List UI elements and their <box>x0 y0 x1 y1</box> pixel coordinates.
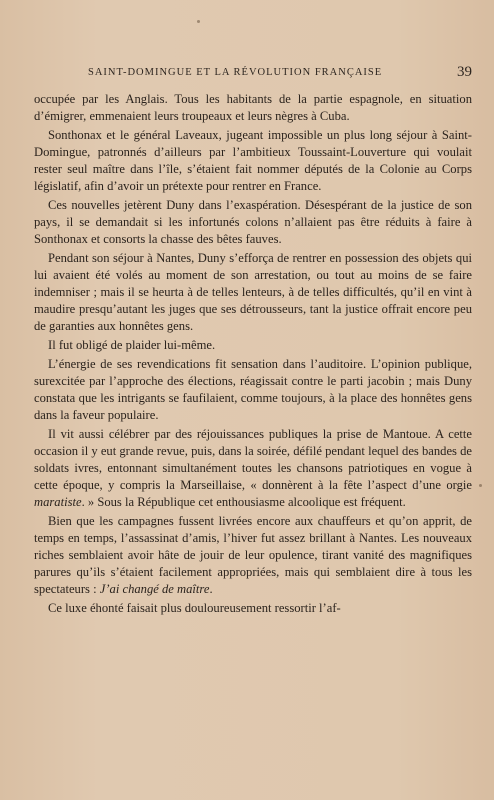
paragraph: Il vit aussi célébrer par des réjouissances publiques la prise de Mantoue. A cette occasion il y eut grande revue, puis, dans la soirée, défilé pendant lequel des bandes de soldats ivres, entonnant simultanément toutes les chansons patriotiques en vogue à cette époque, y compris la Marseillaise, « donnèrent à la fête l’aspect d’une orgie maratiste. » Sous la République cet enthousiasme alcoolique est fréquent. <box>34 427 472 509</box>
paper-speck <box>197 20 200 23</box>
body-text <box>34 91 472 617</box>
paper-speck <box>479 484 482 487</box>
paragraph: Il fut obligé de plaider lui-même. <box>48 338 216 352</box>
italic-word: maratiste <box>34 495 82 509</box>
paragraph: Ces nouvelles jetèrent Duny dans l’exaspération. Désespérant de la justice de son pays, il se demandait si les infortunés colons n’allaient pas être réduits à faire à Sonthonax et consorts la chasse des bêtes fauves. <box>34 198 472 246</box>
paragraph: occupée par les Anglais. Tous les habitants de la partie espagnole, en situation d’émigrer, emmenaient leurs troupeaux et leurs nègres à Cuba. <box>34 92 472 123</box>
paragraph: Bien que les campagnes fussent livrées encore aux chauffeurs et qu’on apprit, de temps en temps, l’assassinat d’amis, l’hiver fut assez brillant à Nantes. Les nouveaux riches semblaient avoir hâte de jouir de leur opulence, tirant vanité des magnifiques parures qu’ils s’étaient facilement appropriées, mais qui semblaient dire à tous les spectateurs : J’ai changé de maître. <box>34 514 472 596</box>
paragraph: Pendant son séjour à Nantes, Duny s’efforça de rentrer en possession des objets qui lui avaient été volés au moment de son arrestation, ou tout au moins de se faire indemniser ; mais il se heurta à de telles lenteurs, à de telles difficultés, qu’il en vint à maudire presqu’autant les juges que ses détrousseurs, tant la justice offrait encore peu de garanties aux honnêtes gens. <box>34 251 472 333</box>
paragraph: Sonthonax et le général Laveaux, jugeant impossible un plus long séjour à Saint-Domingue, patronnés d’ailleurs par l’ambitieux Toussaint-Louverture qui voulait rester seul maître dans l’île, s’étaient fait nommer députés de la Colonie au Corps législatif, afin d’avoir un prétexte pour rentrer en France. <box>34 128 472 193</box>
page-number: 39 <box>457 64 472 80</box>
page-header <box>34 64 472 84</box>
paragraph: L’énergie de ses revendications fit sensation dans l’auditoire. L’opinion publique, surexcitée par l’approche des élections, réagissait contre le parti jacobin ; mais Duny constata que les intrigants se faufilaient, comme toujours, à la place des honnêtes gens dans la faveur populaire. <box>34 357 472 422</box>
paragraph: Ce luxe éhonté faisait plus douloureusement ressortir l’af- <box>48 601 341 615</box>
running-head: SAINT-DOMINGUE ET LA RÉVOLUTION FRANÇAISE <box>88 67 383 78</box>
italic-phrase: J’ai changé de maître <box>99 582 210 596</box>
